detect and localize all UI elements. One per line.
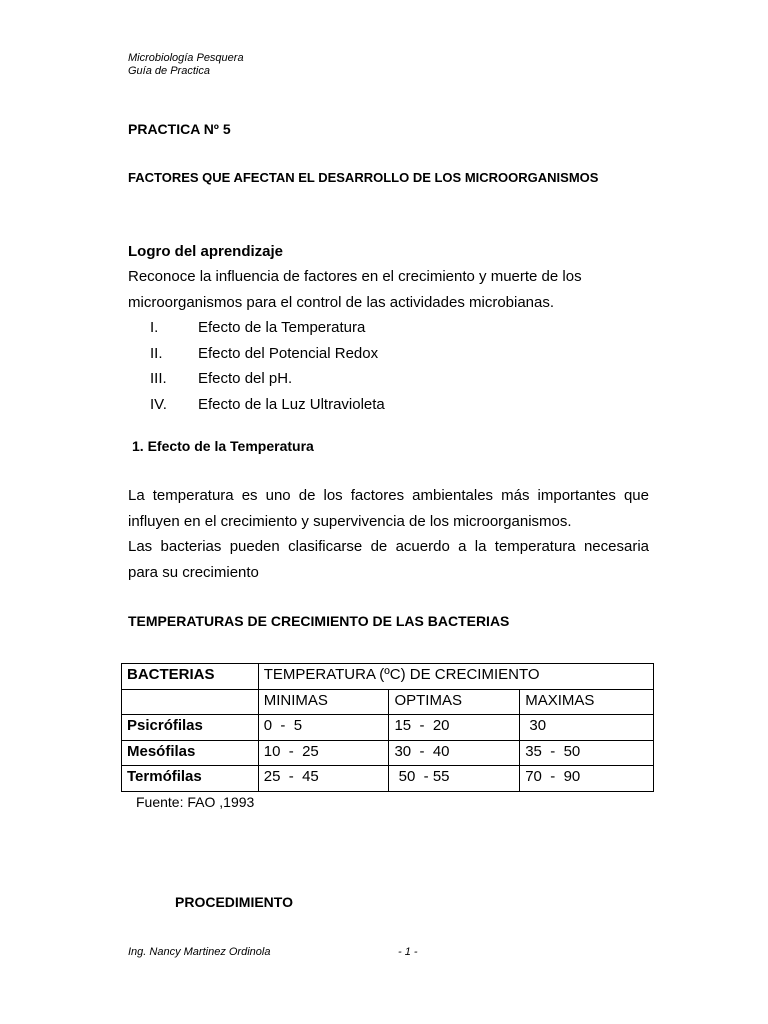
list-item-number: II. (150, 345, 163, 362)
table-row (122, 740, 654, 766)
list-item-number: III. (150, 370, 167, 387)
opt-column-header: OPTIMAS (389, 689, 520, 715)
document-header (128, 52, 244, 78)
section-paragraph (128, 483, 649, 585)
table-row (122, 715, 654, 741)
list-item-text: Efecto de la Temperatura (198, 319, 366, 336)
practice-title: PRACTICA Nº 5 (128, 121, 231, 137)
list-item-text: Efecto del Potencial Redox (198, 345, 379, 362)
table-header-row (122, 664, 654, 690)
paragraph-line: La temperatura es uno de los factores ambientales más importantes que (128, 487, 649, 504)
table-title: TEMPERATURAS DE CRECIMIENTO DE LAS BACTERIAS (128, 613, 510, 629)
table-subheader-row (122, 689, 654, 715)
list-item-number: IV. (150, 396, 167, 413)
course-name: Microbiología Pesquera (128, 52, 244, 64)
list-item-text: Efecto del pH. (198, 370, 293, 387)
topic-title: FACTORES QUE AFECTAN EL DESARROLLO DE LOS MICROORGANISMOS (128, 170, 599, 185)
page-number: - 1 - (398, 946, 418, 958)
temperature-table (121, 663, 654, 792)
opt-cell: 30 - 40 (389, 740, 520, 766)
paragraph-line: Las bacterias pueden clasificarse de acuerdo a la temperatura necesaria (128, 538, 649, 556)
bacteria-name-cell: Termófilas (122, 766, 259, 792)
list-item-text: Efecto de la Luz Ultravioleta (198, 396, 385, 413)
learning-heading: Logro del aprendizaje (128, 243, 284, 260)
guide-name: Guía de Practica (128, 65, 210, 77)
min-column-header: MINIMAS (258, 689, 389, 715)
paragraph-line: influyen en el crecimiento y supervivencia de los microorganismos. (128, 512, 572, 530)
min-cell: 25 - 45 (258, 766, 389, 792)
bacteria-column-header: BACTERIAS (122, 664, 259, 690)
min-cell: 10 - 25 (258, 740, 389, 766)
opt-cell: 50 - 55 (389, 766, 520, 792)
list-item-number: I. (150, 319, 159, 336)
min-cell: 0 - 5 (258, 715, 389, 741)
max-cell: 35 - 50 (520, 740, 654, 766)
table-source: Fuente: FAO ,1993 (136, 794, 255, 810)
max-column-header: MAXIMAS (520, 689, 654, 715)
empty-cell (122, 689, 259, 715)
bacteria-name-cell: Psicrófilas (122, 715, 259, 741)
procedure-heading: PROCEDIMIENTO (175, 894, 293, 910)
opt-cell: 15 - 20 (389, 715, 520, 741)
learning-line-1: Reconoce la influencia de factores en el crecimiento y muerte de los (128, 268, 582, 285)
learning-line-2: microorganismos para el control de las actividades microbianas. (128, 293, 555, 311)
max-cell: 30 (520, 715, 654, 741)
footer-author: Ing. Nancy Martinez Ordinola (128, 946, 271, 958)
paragraph-line: para su crecimiento (128, 563, 259, 581)
learning-text (128, 264, 582, 315)
section-heading: 1. Efecto de la Temperatura (132, 438, 314, 454)
table-row (122, 766, 654, 792)
bacteria-name-cell: Mesófilas (122, 740, 259, 766)
temperature-column-header: TEMPERATURA (ºC) DE CRECIMIENTO (258, 664, 653, 690)
max-cell: 70 - 90 (520, 766, 654, 792)
